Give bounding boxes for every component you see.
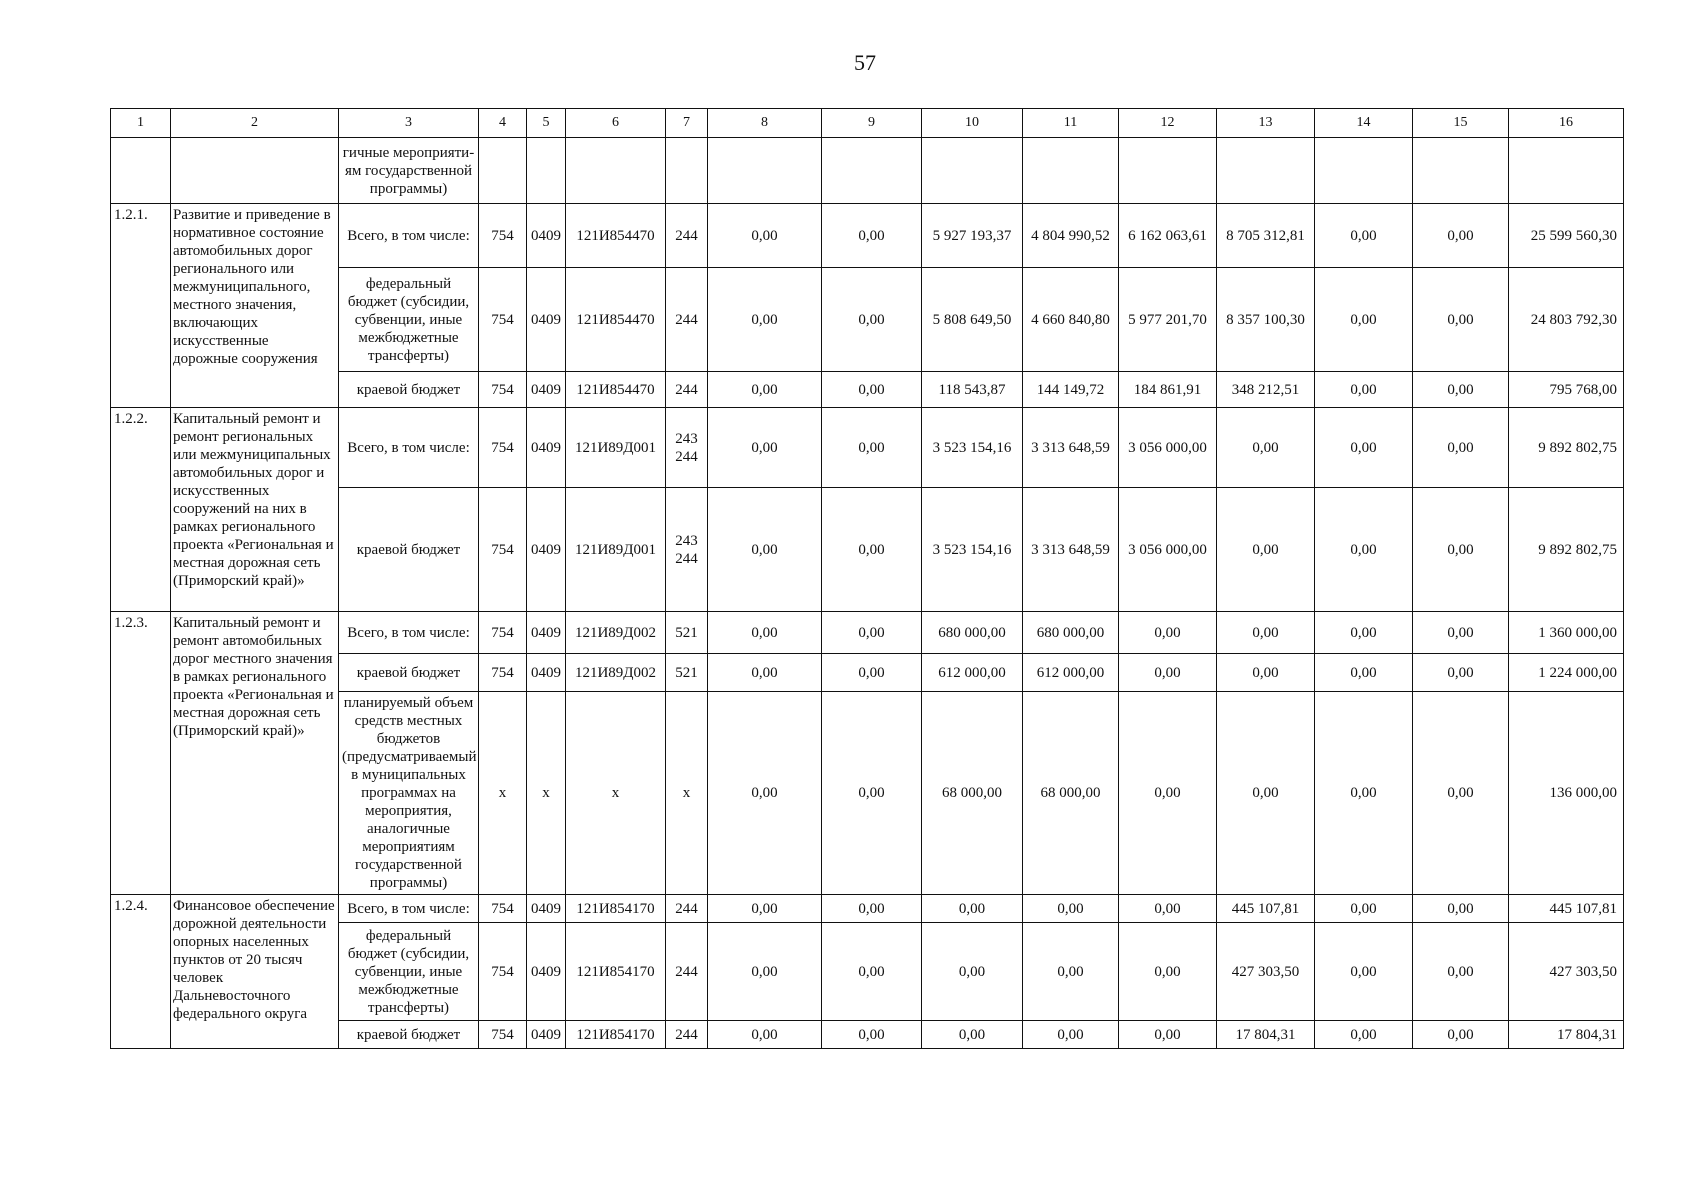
cell-target-article: x (566, 692, 666, 895)
cell-section: 0409 (527, 408, 566, 488)
cell-amount-14: 0,00 (1315, 612, 1413, 654)
cell-amount-11: 144 149,72 (1023, 372, 1119, 408)
cell-amount-15: 0,00 (1413, 408, 1509, 488)
cell-amount-9: 0,00 (822, 1021, 922, 1049)
cell-expense-type: 244 (666, 1021, 708, 1049)
col-num-9: 9 (822, 109, 922, 138)
cell-amount-10: 3 523 154,16 (922, 408, 1023, 488)
funding-source: Всего, в том числе: (339, 895, 479, 923)
funding-source: федеральный бюджет (субсидии, субвенции, иные межбюджетные трансферты) (339, 923, 479, 1021)
cell-grbs: 754 (479, 612, 527, 654)
cell-amount-8: 0,00 (708, 895, 822, 923)
cell-amount-9: 0,00 (822, 692, 922, 895)
cell-expense-type (666, 408, 708, 488)
cell-grbs: 754 (479, 408, 527, 488)
cell-amount-8: 0,00 (708, 372, 822, 408)
cell-amount-total: 795 768,00 (1509, 372, 1624, 408)
cell-amount-9: 0,00 (822, 488, 922, 612)
cell-amount-10: 0,00 (922, 1021, 1023, 1049)
cell-amount-total: 136 000,00 (1509, 692, 1624, 895)
cell-amount-total: 1 360 000,00 (1509, 612, 1624, 654)
cell-amount-11: 3 313 648,59 (1023, 488, 1119, 612)
col-num-4: 4 (479, 109, 527, 138)
cell-amount-11: 680 000,00 (1023, 612, 1119, 654)
table-row (111, 204, 1624, 268)
cell-amount-10: 5 808 649,50 (922, 268, 1023, 372)
cell-grbs: 754 (479, 1021, 527, 1049)
table-row (111, 895, 1624, 923)
funding-source: краевой бюджет (339, 372, 479, 408)
cell-expense-type: x (666, 692, 708, 895)
item-name: Капитальный ремонт и ремонт региональных или межмуниципальных автомобильных дорог и искусственных сооружений на них в рамках регионального проекта «Региональная и местная дорожная сеть (Приморский край)» (171, 408, 339, 612)
item-number: 1.2.4. (111, 895, 171, 1049)
cell-grbs: 754 (479, 372, 527, 408)
cell-target-article: 121И854470 (566, 268, 666, 372)
cell-grbs: 754 (479, 895, 527, 923)
funding-source: Всего, в том числе: (339, 612, 479, 654)
expense-type-line: 243 (675, 532, 698, 549)
cell-amount-10: 680 000,00 (922, 612, 1023, 654)
cell-amount-13: 8 357 100,30 (1217, 268, 1315, 372)
cell-amount-12: 6 162 063,61 (1119, 204, 1217, 268)
cell-target-article: 121И854170 (566, 923, 666, 1021)
cell-amount-12: 5 977 201,70 (1119, 268, 1217, 372)
col-num-8: 8 (708, 109, 822, 138)
cell-target-article: 121И89Д001 (566, 488, 666, 612)
cell-amount-12: 0,00 (1119, 654, 1217, 692)
cell-section: 0409 (527, 612, 566, 654)
cell-amount-12: 0,00 (1119, 923, 1217, 1021)
cell-amount-10: 118 543,87 (922, 372, 1023, 408)
funding-source: Всего, в том числе: (339, 408, 479, 488)
cell-amount-14: 0,00 (1315, 895, 1413, 923)
cell-amount-13: 0,00 (1217, 692, 1315, 895)
col-num-13: 13 (1217, 109, 1315, 138)
cell-amount-14: 0,00 (1315, 654, 1413, 692)
cell-amount-12: 0,00 (1119, 692, 1217, 895)
cell-amount-9: 0,00 (822, 895, 922, 923)
col-num-14: 14 (1315, 109, 1413, 138)
cell-amount-8: 0,00 (708, 923, 822, 1021)
cell-amount-14: 0,00 (1315, 923, 1413, 1021)
cell-target-article: 121И854470 (566, 204, 666, 268)
cell-amount-total: 25 599 560,30 (1509, 204, 1624, 268)
cell-amount-total: 17 804,31 (1509, 1021, 1624, 1049)
cell-target-article: 121И89Д002 (566, 654, 666, 692)
cell-section: 0409 (527, 895, 566, 923)
cell-amount-total: 427 303,50 (1509, 923, 1624, 1021)
table-row (111, 612, 1624, 654)
cell-amount-12: 3 056 000,00 (1119, 408, 1217, 488)
cell-section: 0409 (527, 488, 566, 612)
cell-amount-13: 17 804,31 (1217, 1021, 1315, 1049)
cell-amount-9: 0,00 (822, 654, 922, 692)
cell-grbs: 754 (479, 204, 527, 268)
cell-grbs: 754 (479, 923, 527, 1021)
cell-amount-12: 0,00 (1119, 612, 1217, 654)
expense-type-line: 244 (675, 550, 698, 567)
col-num-3: 3 (339, 109, 479, 138)
cell-expense-type: 244 (666, 372, 708, 408)
cell-section: 0409 (527, 268, 566, 372)
cell-amount-15: 0,00 (1413, 895, 1509, 923)
cell-amount-9: 0,00 (822, 268, 922, 372)
cell-amount-8: 0,00 (708, 204, 822, 268)
cell-amount-13: 427 303,50 (1217, 923, 1315, 1021)
item-name: Финансовое обеспечение дорожной деятельности опорных населенных пунктов от 20 тысяч человек Дальневосточного федерального округа (171, 895, 339, 1049)
cell-target-article: 121И89Д001 (566, 408, 666, 488)
item-number: 1.2.2. (111, 408, 171, 612)
cell-amount-11: 4 660 840,80 (1023, 268, 1119, 372)
cell-amount-15: 0,00 (1413, 372, 1509, 408)
col-num-2: 2 (171, 109, 339, 138)
cell-amount-15: 0,00 (1413, 488, 1509, 612)
cell-amount-8: 0,00 (708, 1021, 822, 1049)
col-num-12: 12 (1119, 109, 1217, 138)
col-num-1: 1 (111, 109, 171, 138)
col-num-16: 16 (1509, 109, 1624, 138)
cell-amount-9: 0,00 (822, 408, 922, 488)
cell-section: 0409 (527, 204, 566, 268)
cell-amount-13: 0,00 (1217, 408, 1315, 488)
cell-amount-total: 9 892 802,75 (1509, 488, 1624, 612)
cell-amount-total: 445 107,81 (1509, 895, 1624, 923)
cell-amount-11: 68 000,00 (1023, 692, 1119, 895)
cell-amount-8: 0,00 (708, 612, 822, 654)
cell-amount-13: 0,00 (1217, 654, 1315, 692)
cell-amount-8: 0,00 (708, 654, 822, 692)
column-number-row (111, 109, 1624, 138)
cell-amount-13: 445 107,81 (1217, 895, 1315, 923)
cell-expense-type: 244 (666, 923, 708, 1021)
cell-amount-10: 5 927 193,37 (922, 204, 1023, 268)
cell-expense-type: 244 (666, 204, 708, 268)
cell-amount-12: 0,00 (1119, 1021, 1217, 1049)
funding-source: краевой бюджет (339, 488, 479, 612)
cell-target-article: 121И89Д002 (566, 612, 666, 654)
cell-amount-15: 0,00 (1413, 654, 1509, 692)
cell-grbs: 754 (479, 654, 527, 692)
cell-expense-type: 244 (666, 895, 708, 923)
cell-amount-10: 3 523 154,16 (922, 488, 1023, 612)
continuation-row (111, 138, 1624, 204)
cell-amount-12: 0,00 (1119, 895, 1217, 923)
cell-amount-14: 0,00 (1315, 204, 1413, 268)
cell-amount-12: 184 861,91 (1119, 372, 1217, 408)
cell-section: x (527, 692, 566, 895)
cell-amount-11: 4 804 990,52 (1023, 204, 1119, 268)
cell-amount-14: 0,00 (1315, 408, 1413, 488)
cell-amount-13: 8 705 312,81 (1217, 204, 1315, 268)
cell-amount-15: 0,00 (1413, 204, 1509, 268)
cell-amount-total: 1 224 000,00 (1509, 654, 1624, 692)
funding-source: планируемый объем средств местных бюджетов (предусматриваемый в муниципальных программах на мероприятия, аналогичные мероприятиям государственной программы) (339, 692, 479, 895)
item-name: Капитальный ремонт и ремонт автомобильных дорог местного значения в рамках регионального проекта «Региональная и местная дорожная сеть (Приморский край)» (171, 612, 339, 895)
cell-section: 0409 (527, 1021, 566, 1049)
cell-amount-11: 0,00 (1023, 1021, 1119, 1049)
cell-amount-total: 9 892 802,75 (1509, 408, 1624, 488)
cell-amount-14: 0,00 (1315, 268, 1413, 372)
cell-amount-14: 0,00 (1315, 1021, 1413, 1049)
cell-expense-type: 521 (666, 612, 708, 654)
cell-amount-14: 0,00 (1315, 372, 1413, 408)
item-number: 1.2.3. (111, 612, 171, 895)
cell-amount-10: 0,00 (922, 923, 1023, 1021)
cell-grbs: x (479, 692, 527, 895)
cell-expense-type: 521 (666, 654, 708, 692)
funding-source: краевой бюджет (339, 654, 479, 692)
cell-target-article: 121И854470 (566, 372, 666, 408)
cell-amount-13: 348 212,51 (1217, 372, 1315, 408)
cell-target-article: 121И854170 (566, 1021, 666, 1049)
page-number: 57 (854, 50, 876, 75)
col-num-7: 7 (666, 109, 708, 138)
cell-section: 0409 (527, 654, 566, 692)
funding-source: гичные мероприяти-ям государственной программы) (339, 138, 479, 204)
cell-amount-11: 0,00 (1023, 895, 1119, 923)
col-num-10: 10 (922, 109, 1023, 138)
cell-amount-9: 0,00 (822, 204, 922, 268)
cell-amount-10: 0,00 (922, 895, 1023, 923)
item-name: Развитие и приведение в нормативное состояние автомобильных дорог регионального или межмуниципального, местного значения, включающих искусственные дорожные сооружения (171, 204, 339, 408)
cell-amount-15: 0,00 (1413, 268, 1509, 372)
cell-amount-9: 0,00 (822, 923, 922, 1021)
col-num-5: 5 (527, 109, 566, 138)
cell-amount-9: 0,00 (822, 372, 922, 408)
cell-amount-11: 3 313 648,59 (1023, 408, 1119, 488)
cell-amount-8: 0,00 (708, 268, 822, 372)
funding-source: Всего, в том числе: (339, 204, 479, 268)
cell-amount-15: 0,00 (1413, 923, 1509, 1021)
cell-amount-11: 612 000,00 (1023, 654, 1119, 692)
cell-amount-10: 68 000,00 (922, 692, 1023, 895)
col-num-15: 15 (1413, 109, 1509, 138)
cell-amount-total: 24 803 792,30 (1509, 268, 1624, 372)
cell-section: 0409 (527, 923, 566, 1021)
cell-amount-14: 0,00 (1315, 488, 1413, 612)
cell-expense-type (666, 488, 708, 612)
expense-type-line: 243 (675, 430, 698, 447)
table-row (111, 408, 1624, 488)
budget-table (110, 108, 1624, 1049)
cell-amount-13: 0,00 (1217, 488, 1315, 612)
col-num-6: 6 (566, 109, 666, 138)
cell-target-article: 121И854170 (566, 895, 666, 923)
cell-amount-11: 0,00 (1023, 923, 1119, 1021)
funding-source: федеральный бюджет (субсидии, субвенции, иные межбюджетные трансферты) (339, 268, 479, 372)
expense-type-line: 244 (675, 448, 698, 465)
cell-amount-15: 0,00 (1413, 1021, 1509, 1049)
cell-grbs: 754 (479, 268, 527, 372)
cell-expense-type: 244 (666, 268, 708, 372)
cell-amount-8: 0,00 (708, 488, 822, 612)
cell-amount-15: 0,00 (1413, 612, 1509, 654)
cell-amount-15: 0,00 (1413, 692, 1509, 895)
cell-amount-10: 612 000,00 (922, 654, 1023, 692)
cell-amount-9: 0,00 (822, 612, 922, 654)
cell-grbs: 754 (479, 488, 527, 612)
cell-section: 0409 (527, 372, 566, 408)
cell-amount-14: 0,00 (1315, 692, 1413, 895)
funding-source: краевой бюджет (339, 1021, 479, 1049)
col-num-11: 11 (1023, 109, 1119, 138)
cell-amount-8: 0,00 (708, 408, 822, 488)
cell-amount-12: 3 056 000,00 (1119, 488, 1217, 612)
cell-amount-8: 0,00 (708, 692, 822, 895)
item-number: 1.2.1. (111, 204, 171, 408)
cell-amount-13: 0,00 (1217, 612, 1315, 654)
